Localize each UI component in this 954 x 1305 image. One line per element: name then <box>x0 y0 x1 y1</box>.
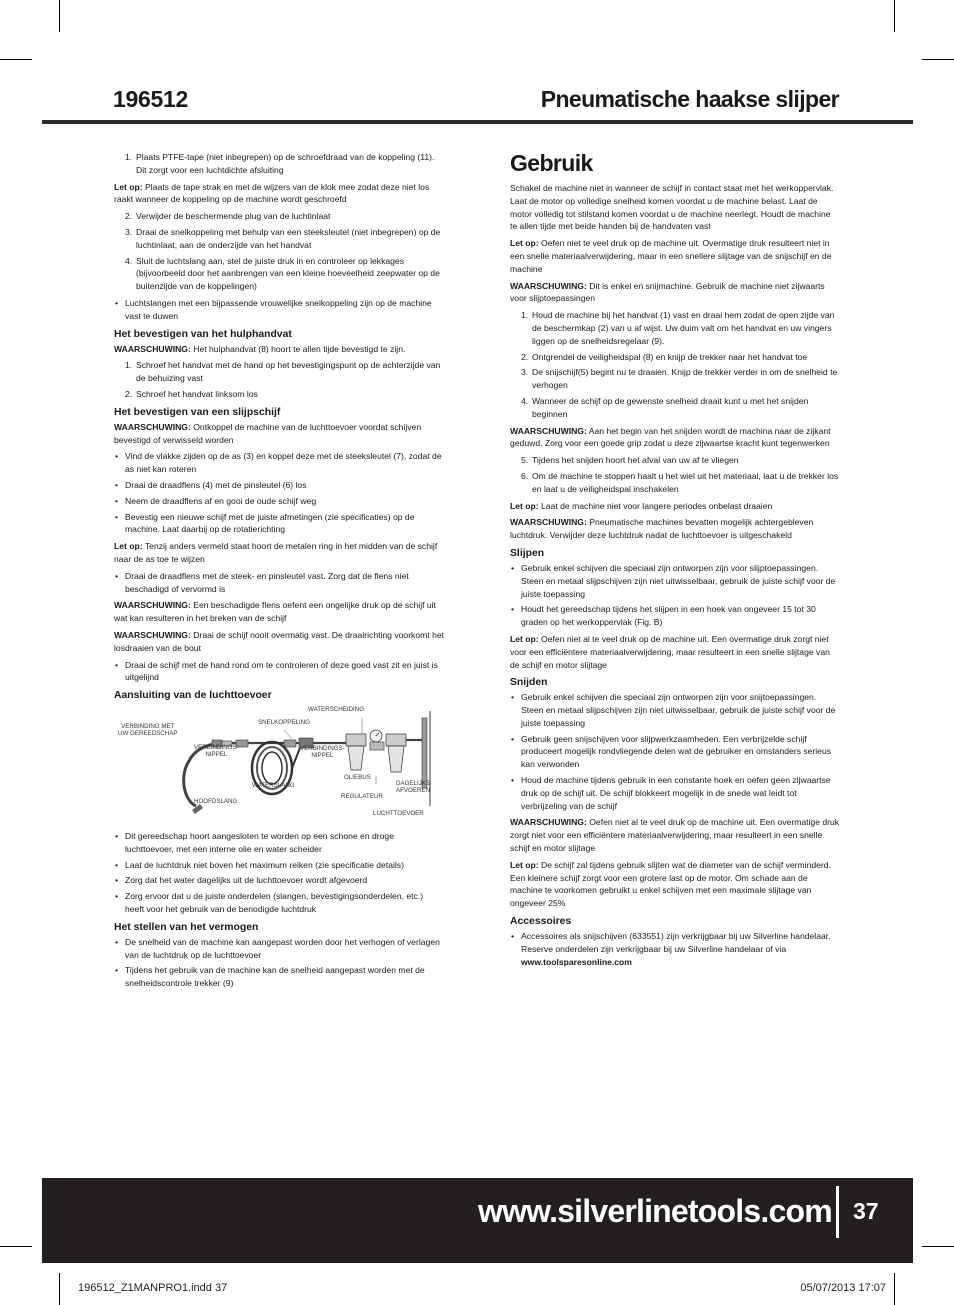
list-item: 4. Sluit de luchtslang aan, stel de juiste druk in en controleer op lekkages (bijvoorbeeld door het aanbrengen van een kleine hoeveelheid zeepwater op de buitenzijde van de koppelingen) <box>125 255 440 292</box>
list-item: 6. Om de machine te stoppen haalt u het wiel uit het materiaal, laat u de trekker los en laat u de veiligheidspal inschakelen <box>521 470 839 494</box>
label-waterscheiding: WATERSCHEIDING <box>308 706 365 714</box>
list-item: • Houd de machine tijdens gebruik in een constante hoek en oefen geen zijwaartse druk op de schijf uit. De schijf blokkeert mogelijk in de snede wat leidt tot verbrijzeling van de schijf <box>521 774 840 812</box>
left-column <box>114 151 444 994</box>
list-item: • Gebruik enkel schijven die speciaal zijn ontworpen zijn voor snijtoepassingen. Steen en metaal slijpschijven zijn niet uitwisselbaar, gebruik de juiste schijf voor de juiste toepassing <box>521 691 840 729</box>
list-item: • Draai de draadflens (4) met de pinsleutel (6) los <box>125 479 444 492</box>
product-code: 196512 <box>113 86 188 112</box>
warning-paragraph: WAARSCHUWING: Aan het begin van het snijden wordt de machina naar de zijkant geduwd. Zorg voor een goede grip zodat u deze zijwaartse kracht kunt tegenwerken <box>510 425 831 449</box>
install-steps-1 <box>114 151 444 177</box>
list-item: • Dit gereedschap hoort aangesloten te worden op een schone en droge luchttoevoer, met een interne olie en water scheider <box>125 830 444 856</box>
list-item: • Gebruik geen snijschijven voor slijpwerkzaamheden. Een verbrijzelde schijf produceert mogelijk rondvliegende delen wat de gebruiker en omstanders serieus kan verwonden <box>521 733 840 771</box>
section-heading-snijden: Snijden <box>510 677 548 689</box>
list-item: 5. Tijdens het snijden hoort het afval van uw af te vliegen <box>521 455 739 466</box>
print-timestamp: 05/07/2013 17:07 <box>800 1282 886 1294</box>
list-item: • Bevestig een nieuwe schijf met de juiste afmetingen (zie specificaties) op de machine. Laat daarbij op de rotatierichting <box>125 511 444 537</box>
list-item: • Neem de draadflens af en gooi de oude schijf weg <box>125 495 444 508</box>
spares-link[interactable]: www.toolsparesonline.com <box>521 956 632 967</box>
bullet-list <box>510 562 840 629</box>
list-item: • Houdt het gereedschap tijdens het slijpen in een hoek van ongeveer 15 tot 30 graden op het werkoppervlak (Fig. B) <box>521 603 840 629</box>
handvat-steps <box>114 359 444 400</box>
bullet-list <box>114 659 444 685</box>
warning-paragraph: WAARSCHUWING: Pneumatische machines bevatten mogelijk achtergebleven luchtdruk. Verwijder deze luchtdruk nadat de luchttoevoer is uitgeschakeld <box>510 517 814 541</box>
bullet-list <box>114 936 444 990</box>
warning-paragraph: WAARSCHUWING: Het hulphandvat (8) hoort te allen tijde bevestigd te zijn. <box>114 343 406 354</box>
bullet-list <box>114 450 444 536</box>
list-item: • Tijdens het gebruik van de machine kan de snelheid aangepast worden met de snelheidscontrole trekker (9) <box>125 964 444 990</box>
warning-paragraph: WAARSCHUWING: Ontkoppel de machine van de luchttoevoer voordat schijven bevestigd of verwisseld worden <box>114 421 422 445</box>
bullet-list <box>510 691 840 812</box>
list-item: • De snelheid van de machine kan aangepast worden door het verhogen of verlagen van de luchtdruk op de luchttoevoer <box>125 936 444 962</box>
crop-mark <box>59 1273 60 1305</box>
note-paragraph: Let op: Oefen niet te veel druk op de machine uit. Overmatige druk resulteert niet in een snelle materiaalverwijdering, maar in een snellere slijtage van de snijschijf en de machine <box>510 238 832 274</box>
note-paragraph: Let op: Plaats de tape strak en met de wijzers van de klok mee zodat deze niet los raakt wanneer de koppeling op de machine wordt geschroefd <box>114 181 430 205</box>
print-filename: 196512_Z1MANPRO1.indd 37 <box>78 1282 228 1294</box>
crop-mark <box>922 59 954 60</box>
crop-mark <box>59 0 60 32</box>
label-dagelijks-afvoeren: DAGELIJKS AFVOEREN <box>396 780 431 795</box>
label-verbinding: VERBINDING MET UW GEREEDSCHAP <box>118 723 178 738</box>
section-heading-aansluiting: Aansluiting van de luchttoevoer <box>114 690 272 702</box>
label-hoofdslang: HOOFDSLANG <box>194 798 238 806</box>
section-heading-handvat: Het bevestigen van het hulphandvat <box>114 328 292 340</box>
list-item: 2. Schroef het handvat linksom los <box>125 388 258 399</box>
warning-paragraph: WAARSCHUWING: Een beschadigde flens oefent een ongelijke druk op de schijf uit wat kan resulteren in het breken van de schijf <box>114 600 436 624</box>
bullet-list <box>114 830 444 916</box>
label-oliebus: OLIEBUS <box>344 774 371 782</box>
bullet-list <box>510 930 840 968</box>
crop-mark <box>0 1246 32 1247</box>
usage-steps-2 <box>510 454 840 495</box>
label-regulateur: REGULATEUR <box>341 793 383 801</box>
page-title: Pneumatische haakse slijper <box>540 86 839 112</box>
note-paragraph: Let op: Tenzij anders vermeld staat hoort de metalen ring in het midden van de schijf naar de as toe te wijzen <box>114 541 438 564</box>
crop-mark <box>894 0 895 32</box>
section-heading-slijpen: Slijpen <box>510 547 545 559</box>
crop-mark <box>0 59 32 60</box>
list-item: • Zorg ervoor dat u de juiste onderdelen (slangen, bevestigingsonderdelen, etc.) heeft voor het gebruik van de benodigde luchtdruk <box>125 890 444 916</box>
list-item: • Gebruik enkel schijven die speciaal zijn ontworpen zijn voor slijptoepassingen. Steen en metaal slijpschijven zijn niet uitwisselbaar, gebruik de juiste schijf voor de juiste toepassing <box>521 562 840 600</box>
warning-paragraph: WAARSCHUWING: Dit is enkel en snijmachine. Gebruik de machine niet zijwaarts voor slijptoepassingen <box>510 280 825 304</box>
bullet-list <box>114 570 444 596</box>
section-heading-stellen: Het stellen van het vermogen <box>114 921 259 933</box>
list-item: 3. De snijschijf(5) begint nu te draaien. Knijp de trekker verder in om de snelheid te verhogen <box>521 367 838 391</box>
install-steps-2 <box>114 210 444 293</box>
list-item: • Laat de luchtdruk niet boven het maximum reiken (zie specificatie details) <box>125 859 444 872</box>
bullet-list <box>114 297 444 323</box>
label-waterslang: WATERSLANG <box>252 782 295 790</box>
intro-paragraph: Schakel de machine niet in wanneer de schijf in contact staat met het werkoppervlak. Laat de motor op volledige snelheid komen voordat u de machine belast. Laat de motor volledig tot stilstand komen voordat u de machine neerlegt. Houdt de machine te allen tijde met beide handen bij de handvaten vast <box>510 183 834 232</box>
list-item: • Zorg dat het water dagelijks uit de luchttoevoer wordt afgevoerd <box>125 874 444 887</box>
crop-mark <box>922 1246 954 1247</box>
warning-paragraph: WAARSCHUWING: Oefen niet al te veel druk op de machine uit. Een overmatige druk zorgt niet voor een efficiëntere materiaalverwijdering, maar resulteert in een snelle schijf en motor slijtage <box>510 817 840 854</box>
list-item: 3. Draai de snelkoppeling met behulp van een steeksleutel (niet inbegrepen) op de luchtinlaat, aan de onderzijde van het handvat <box>125 226 441 250</box>
label-luchttoevoer: LUCHTTOEVOER <box>373 810 424 818</box>
list-item: 4. Wanneer de schijf op de gewenste snelheid draait kunt u met het snijden beginnen <box>521 395 809 419</box>
list-item: 1. Houd de machine bij het handvat (1) vast en draai hem zodat de open zijde van de beschermkap (2) van u af wijst. Uw duim valt om het handvat en uw vingers liggen op de snelheidsregelaar (9). <box>521 310 835 346</box>
footer-separator <box>836 1186 839 1238</box>
section-heading-accessoires: Accessoires <box>510 916 572 928</box>
list-item: • Luchtslangen met een bijpassende vrouwelijke snelkoppeling zijn op de machine vast te duwen <box>125 297 444 323</box>
page-number: 37 <box>853 1198 879 1224</box>
crop-mark <box>894 1273 895 1305</box>
footer-website-link[interactable]: www.silverlinetools.com <box>478 1193 832 1229</box>
note-paragraph: Let op: De schijf zal tijdens gebruik slijten wat de diameter van de schijf verminderd. Een kleinere schijf zorgt voor een grotere last op de motor. Om schade aan de machine te voorkomen gebruikt u enkel schijven met een maximale slijtage van ongeveer 25% <box>510 859 831 909</box>
note-paragraph: Let op: Oefen niet al te veel druk op de machine uit. Een overmatige druk zorgt niet voor een efficiëntere materiaalverwijdering, maar resulteert in een snelle slijtage van de schijf en motor slijtage <box>510 633 830 670</box>
note-paragraph: Let op: Laat de machine niet voor langere periodes onbelast draaien <box>510 500 773 511</box>
right-column <box>510 150 840 972</box>
header-rule <box>42 120 913 124</box>
label-snelkoppeling: SNELKOPPELING <box>258 719 310 727</box>
list-item: • Draai de schijf met de hand rond om te controleren of deze goed vast zit en juist is uitgelijnd <box>125 659 444 685</box>
list-item: 1. Plaats PTFE-tape (niet inbegrepen) op de schroefdraad van de koppeling (11). Dit zorgt voor een luchtdichte afsluiting <box>125 152 435 175</box>
list-item: 2. Ontgrendel de veiligheidspal (8) en knijp de trekker naar het handvat toe <box>521 351 808 362</box>
label-verbindingsnippel-left: VERBINDINGS- NIPPEL <box>194 744 239 759</box>
list-item: • Vind de vlakke zijden op de as (3) en koppel deze met de steeksleutel (7), zodat de as niet kan roteren <box>125 450 444 476</box>
warning-paragraph: WAARSCHUWING: Draai de schijf nooit overmatig vast. De draairichting voorkomt het losdraaien van de bout <box>114 629 445 653</box>
list-item: 2. Verwijder de beschermende plug van de luchtinlaat <box>125 211 331 222</box>
label-verbindingsnippel-right: VERBINDINGS- NIPPEL <box>300 745 345 760</box>
list-item: 1. Schroef het handvat met de hand op het bevestigingspunt op de achterzijde van de behuizing vast <box>125 360 441 384</box>
usage-steps-1 <box>510 309 840 420</box>
list-item: • Draai de draadflens met de steek- en pinsleutel vast. Zorg dat de flens niet beschadigd of vervormd is <box>125 570 444 596</box>
section-heading-slijpschijf: Het bevestigen van een slijpschijf <box>114 406 281 418</box>
air-supply-diagram <box>114 706 444 824</box>
section-heading-gebruik: Gebruik <box>510 150 593 176</box>
list-item: • Accessoires als snijschijven (633551) zijn verkrijgbaar bij uw Silverline handelaar. Reserve onderdelen zijn verkrijgbaar bij uw Silverline handelaar of via www.toolsparesonline.com <box>521 930 840 968</box>
